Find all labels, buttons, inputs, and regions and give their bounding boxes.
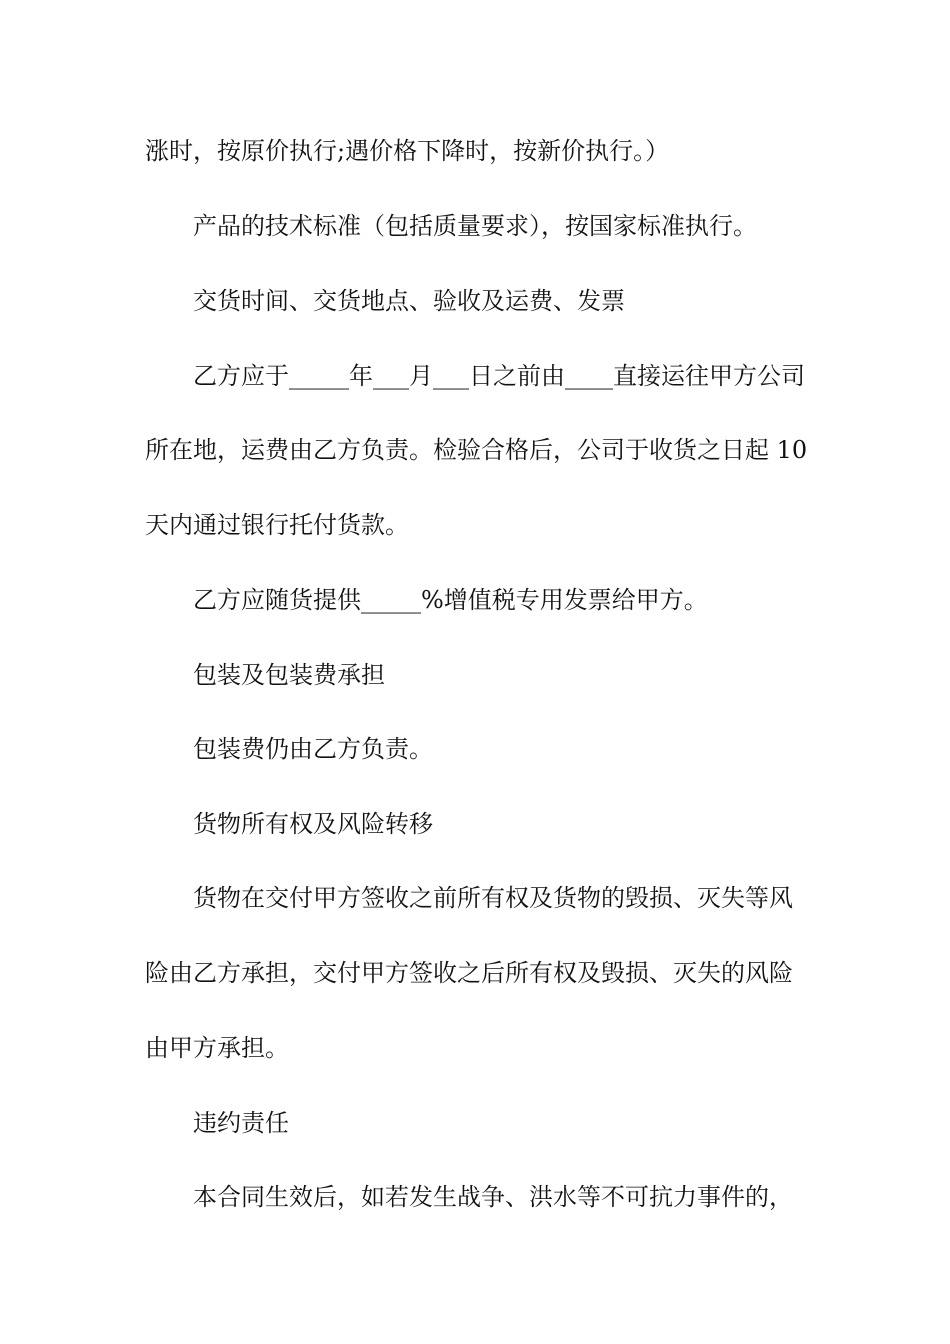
section-heading: 包装及包装费承担 xyxy=(193,661,385,689)
section-heading: 违约责任 xyxy=(193,1109,289,1137)
paragraph-line: 货物在交付甲方签收之前所有权及货物的毁损、灭失等风 xyxy=(193,884,793,912)
paragraph-line: 乙方应于_____年___月___日之前由____直接运往甲方公司 xyxy=(193,362,805,390)
paragraph-line: 险由乙方承担，交付甲方签收之后所有权及毁损、灭失的风险 xyxy=(145,959,793,987)
paragraph-line: 所在地，运费由乙方负责。检验合格后，公司于收货之日起 10 xyxy=(145,436,808,464)
paragraph-line: 产品的技术标准（包括质量要求），按国家标准执行。 xyxy=(193,212,757,240)
paragraph-line: 乙方应随货提供_____%增值税专用发票给甲方。 xyxy=(193,586,708,614)
paragraph-line: 由甲方承担。 xyxy=(145,1034,289,1062)
section-heading: 交货时间、交货地点、验收及运费、发票 xyxy=(193,287,625,315)
paragraph-line: 包装费仍由乙方负责。 xyxy=(193,735,433,763)
section-heading: 货物所有权及风险转移 xyxy=(193,810,433,838)
paragraph-line: 天内通过银行托付货款。 xyxy=(145,511,409,539)
paragraph-line: 本合同生效后，如若发生战争、洪水等不可抗力事件的， xyxy=(193,1183,793,1211)
paragraph-line: 涨时，按原价执行;遇价格下降时，按新价执行。） xyxy=(145,137,670,165)
